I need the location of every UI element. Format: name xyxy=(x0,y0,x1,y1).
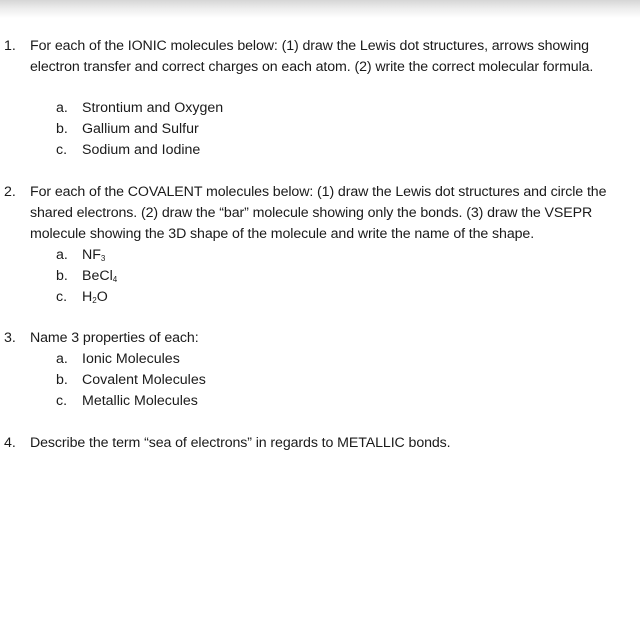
formula-base: H xyxy=(82,289,93,305)
item-letter: c. xyxy=(56,142,68,158)
question-number: 2. xyxy=(4,184,16,200)
item-text: Metallic Molecules xyxy=(82,393,198,409)
item-text: Sodium and Iodine xyxy=(82,142,201,158)
question-text: Name 3 properties of each: xyxy=(30,330,199,346)
formula-subscript: 4 xyxy=(112,275,118,284)
formula xyxy=(82,245,105,266)
question-text: Describe the term “sea of electrons” in regards to METALLIC bonds. xyxy=(30,435,451,451)
formula-base: NF xyxy=(82,247,101,263)
item-letter: c. xyxy=(56,393,68,409)
formula xyxy=(82,266,117,287)
item-letter: a. xyxy=(56,351,68,367)
item-letter: a. xyxy=(56,247,68,263)
formula xyxy=(82,287,108,308)
item-letter: b. xyxy=(56,372,68,388)
question-text: For each of the IONIC molecules below: (1) draw the Lewis dot structures, arrows showing electron transfer and correct charges on each atom. (2) write the correct molecular formula. xyxy=(30,38,594,75)
item-text: Strontium and Oxygen xyxy=(82,100,224,116)
item-letter: a. xyxy=(56,100,68,116)
item-text: Covalent Molecules xyxy=(82,372,206,388)
question-number: 4. xyxy=(4,435,16,451)
item-letter: b. xyxy=(56,121,68,137)
item-letter: c. xyxy=(56,289,68,305)
item-text: Gallium and Sulfur xyxy=(82,121,199,137)
formula-tail: O xyxy=(96,289,108,305)
question-text: For each of the COVALENT molecules below: (1) draw the Lewis dot structures and circle the shared electrons. (2) draw the “bar” molecule showing only the bonds. (3) draw the VSEPR molecule showing the 3D shape of the molecule and write the name of the shape. xyxy=(30,184,607,242)
formula-subscript: 3 xyxy=(100,254,106,263)
question-number: 3. xyxy=(4,330,16,346)
formula-subscript: 2 xyxy=(92,296,97,305)
formula-base: BeCl xyxy=(82,268,113,284)
item-text: Ionic Molecules xyxy=(82,351,180,367)
item-letter: b. xyxy=(56,268,68,284)
question-number: 1. xyxy=(4,38,16,54)
